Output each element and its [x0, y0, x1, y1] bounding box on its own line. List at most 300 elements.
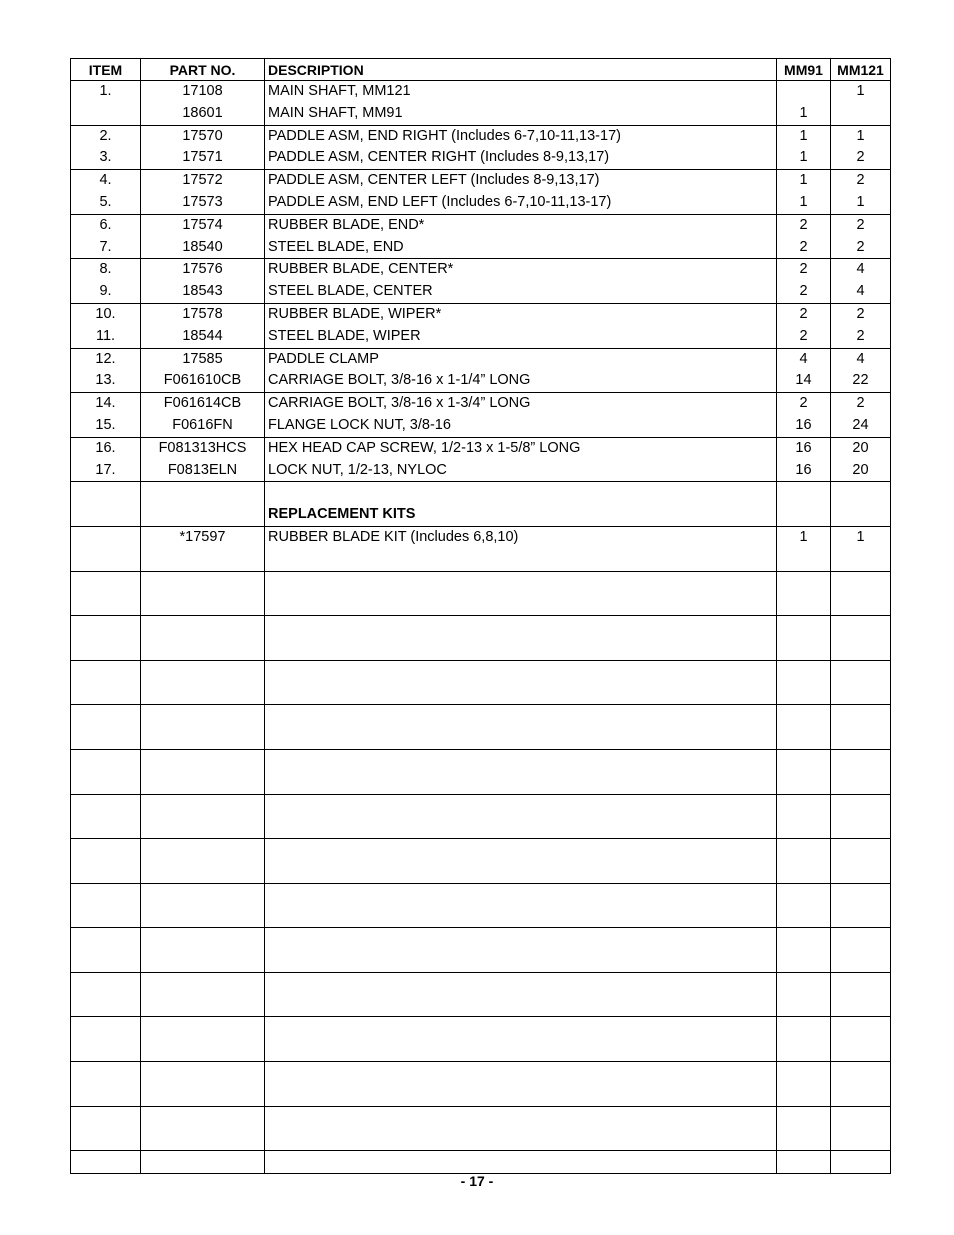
mm91-qty-cell: [777, 81, 831, 103]
mm91-qty-cell: 1: [777, 192, 831, 214]
blank-cell: [777, 839, 831, 861]
blank-cell: [141, 928, 265, 950]
description-cell: CARRIAGE BOLT, 3/8-16 x 1-3/4” LONG: [265, 393, 777, 415]
blank-cell: [777, 883, 831, 905]
description-cell: PADDLE ASM, CENTER LEFT (Includes 8-9,13,17): [265, 170, 777, 192]
blank-cell: [265, 995, 777, 1017]
blank-cell: [141, 950, 265, 972]
blank-cell: [141, 1017, 265, 1039]
mm91-qty-cell: 2: [777, 303, 831, 325]
part-no-cell: 17571: [141, 147, 265, 169]
blank-cell: [265, 905, 777, 927]
blank-row: [71, 772, 891, 794]
blank-cell: [831, 883, 891, 905]
blank-row: [71, 905, 891, 927]
mm121-qty-cell: 22: [831, 370, 891, 392]
description-cell: PADDLE CLAMP: [265, 348, 777, 370]
mm121-qty-cell: 2: [831, 326, 891, 348]
table-row: [71, 437, 891, 459]
mm121-qty-cell: 1: [831, 125, 891, 147]
part-no-cell: 17576: [141, 259, 265, 281]
mm91-qty-cell: 16: [777, 415, 831, 437]
blank-cell: [265, 928, 777, 950]
blank-cell: [777, 660, 831, 682]
mm121-qty-cell: 20: [831, 437, 891, 459]
item-cell: [71, 482, 141, 504]
mm91-qty-cell: 2: [777, 281, 831, 303]
description-cell: PADDLE ASM, CENTER RIGHT (Includes 8-9,13,17): [265, 147, 777, 169]
blank-cell: [265, 727, 777, 749]
blank-cell: [777, 995, 831, 1017]
blank-cell: [831, 1039, 891, 1061]
blank-row: [71, 705, 891, 727]
part-no-cell: 17572: [141, 170, 265, 192]
blank-cell: [777, 683, 831, 705]
blank-cell: [141, 794, 265, 816]
blank-row: [71, 1128, 891, 1150]
blank-row: [71, 1151, 891, 1174]
blank-cell: [71, 928, 141, 950]
blank-row: [71, 571, 891, 593]
blank-cell: [71, 1084, 141, 1106]
part-no-cell: [141, 504, 265, 526]
table-row: [71, 393, 891, 415]
blank-cell: [265, 772, 777, 794]
blank-row: [71, 839, 891, 861]
blank-cell: [265, 571, 777, 593]
description-cell: LOCK NUT, 1/2-13, NYLOC: [265, 460, 777, 482]
description-cell: STEEL BLADE, END: [265, 237, 777, 259]
mm91-qty-cell: 1: [777, 526, 831, 548]
header-mm91: MM91: [777, 59, 831, 81]
table-row: [71, 281, 891, 303]
blank-cell: [141, 1151, 265, 1174]
item-cell: 11.: [71, 326, 141, 348]
table-row: [71, 237, 891, 259]
blank-cell: [777, 928, 831, 950]
blank-cell: [71, 749, 141, 771]
mm91-qty-cell: 1: [777, 125, 831, 147]
blank-cell: [777, 727, 831, 749]
part-no-cell: 17570: [141, 125, 265, 147]
blank-row: [71, 593, 891, 615]
mm121-qty-cell: 2: [831, 170, 891, 192]
blank-cell: [265, 660, 777, 682]
part-no-cell: *17597: [141, 526, 265, 548]
blank-cell: [71, 905, 141, 927]
blank-cell: [71, 883, 141, 905]
blank-cell: [777, 749, 831, 771]
blank-cell: [71, 660, 141, 682]
blank-row: [71, 794, 891, 816]
blank-cell: [265, 705, 777, 727]
mm91-qty-cell: 1: [777, 103, 831, 125]
blank-row: [71, 972, 891, 994]
blank-cell: [71, 794, 141, 816]
blank-row: [71, 1062, 891, 1084]
blank-cell: [141, 638, 265, 660]
blank-cell: [71, 571, 141, 593]
mm121-qty-cell: [831, 103, 891, 125]
mm91-qty-cell: 2: [777, 214, 831, 236]
description-cell: PADDLE ASM, END LEFT (Includes 6-7,10-11,13-17): [265, 192, 777, 214]
blank-cell: [265, 1062, 777, 1084]
blank-row: [71, 950, 891, 972]
blank-cell: [831, 749, 891, 771]
blank-cell: [265, 638, 777, 660]
blank-cell: [777, 1039, 831, 1061]
blank-row: [71, 1017, 891, 1039]
item-cell: [71, 526, 141, 548]
part-no-cell: F0616FN: [141, 415, 265, 437]
blank-cell: [71, 772, 141, 794]
table-row: [71, 460, 891, 482]
part-no-cell: [141, 482, 265, 504]
blank-cell: [265, 749, 777, 771]
mm121-qty-cell: 2: [831, 393, 891, 415]
blank-cell: [71, 861, 141, 883]
header-part-no: PART NO.: [141, 59, 265, 81]
mm121-qty-cell: 1: [831, 81, 891, 103]
blank-cell: [141, 861, 265, 883]
table-row: [71, 259, 891, 281]
blank-row: [71, 749, 891, 771]
mm121-qty-cell: [831, 482, 891, 504]
blank-row: [71, 616, 891, 638]
blank-cell: [831, 772, 891, 794]
blank-cell: [777, 772, 831, 794]
blank-cell: [831, 660, 891, 682]
part-no-cell: 18540: [141, 237, 265, 259]
blank-cell: [777, 861, 831, 883]
mm121-qty-cell: 4: [831, 281, 891, 303]
description-cell: RUBBER BLADE, END*: [265, 214, 777, 236]
blank-cell: [71, 705, 141, 727]
description-cell: MAIN SHAFT, MM121: [265, 81, 777, 103]
blank-cell: [141, 571, 265, 593]
blank-cell: [71, 593, 141, 615]
blank-cell: [831, 1084, 891, 1106]
description-cell: STEEL BLADE, CENTER: [265, 281, 777, 303]
item-cell: 5.: [71, 192, 141, 214]
blank-row: [71, 660, 891, 682]
table-row: [71, 303, 891, 325]
blank-cell: [831, 705, 891, 727]
blank-cell: [141, 749, 265, 771]
mm121-qty-cell: 24: [831, 415, 891, 437]
part-no-cell: 17574: [141, 214, 265, 236]
blank-cell: [141, 972, 265, 994]
part-no-cell: F061610CB: [141, 370, 265, 392]
part-no-cell: 18543: [141, 281, 265, 303]
description-cell: STEEL BLADE, WIPER: [265, 326, 777, 348]
table-row: [71, 103, 891, 125]
table-row: [71, 526, 891, 548]
table-row: [71, 370, 891, 392]
mm91-qty-cell: 1: [777, 147, 831, 169]
blank-cell: [831, 683, 891, 705]
blank-cell: [777, 1151, 831, 1174]
blank-cell: [141, 1128, 265, 1150]
mm91-qty-cell: [777, 504, 831, 526]
mm91-qty-cell: 14: [777, 370, 831, 392]
table-row: [71, 326, 891, 348]
blank-cell: [71, 727, 141, 749]
blank-row: [71, 816, 891, 838]
mm121-qty-cell: [831, 504, 891, 526]
mm121-qty-cell: 2: [831, 237, 891, 259]
blank-cell: [141, 995, 265, 1017]
description-cell: FLANGE LOCK NUT, 3/8-16: [265, 415, 777, 437]
blank-cell: [831, 593, 891, 615]
item-cell: 15.: [71, 415, 141, 437]
blank-cell: [831, 995, 891, 1017]
table-row: [71, 170, 891, 192]
description-cell: REPLACEMENT KITS: [265, 504, 777, 526]
description-cell: RUBBER BLADE, CENTER*: [265, 259, 777, 281]
blank-row: [71, 638, 891, 660]
item-cell: 2.: [71, 125, 141, 147]
item-cell: 4.: [71, 170, 141, 192]
blank-cell: [831, 1128, 891, 1150]
header-mm121: MM121: [831, 59, 891, 81]
part-no-cell: 17578: [141, 303, 265, 325]
blank-cell: [71, 1128, 141, 1150]
table-row: [71, 214, 891, 236]
parts-table: [70, 58, 891, 1174]
blank-cell: [777, 593, 831, 615]
blank-cell: [831, 571, 891, 593]
table-row: [71, 415, 891, 437]
item-cell: 7.: [71, 237, 141, 259]
blank-cell: [831, 616, 891, 638]
blank-cell: [71, 816, 141, 838]
table-row: [71, 192, 891, 214]
blank-cell: [777, 638, 831, 660]
part-no-cell: 18544: [141, 326, 265, 348]
blank-cell: [831, 861, 891, 883]
blank-cell: [141, 705, 265, 727]
blank-cell: [831, 905, 891, 927]
description-cell: HEX HEAD CAP SCREW, 1/2-13 x 1-5/8” LONG: [265, 437, 777, 459]
mm121-qty-cell: 2: [831, 214, 891, 236]
blank-cell: [141, 883, 265, 905]
item-cell: [71, 549, 141, 571]
blank-cell: [71, 995, 141, 1017]
mm91-qty-cell: 2: [777, 237, 831, 259]
blank-row: [71, 861, 891, 883]
table-row: [71, 81, 891, 103]
item-cell: 9.: [71, 281, 141, 303]
blank-cell: [265, 616, 777, 638]
item-cell: 6.: [71, 214, 141, 236]
part-no-cell: 17108: [141, 81, 265, 103]
blank-cell: [141, 1084, 265, 1106]
item-cell: 12.: [71, 348, 141, 370]
page-number: - 17 -: [460, 1173, 494, 1189]
blank-row: [71, 1084, 891, 1106]
parts-body: [71, 81, 891, 1174]
mm91-qty-cell: 16: [777, 437, 831, 459]
blank-cell: [71, 839, 141, 861]
mm91-qty-cell: 2: [777, 326, 831, 348]
mm121-qty-cell: 2: [831, 147, 891, 169]
blank-cell: [777, 972, 831, 994]
table-row: [71, 348, 891, 370]
blank-cell: [777, 905, 831, 927]
blank-cell: [141, 772, 265, 794]
blank-cell: [831, 816, 891, 838]
description-cell: [265, 549, 777, 571]
mm121-qty-cell: 1: [831, 192, 891, 214]
blank-cell: [831, 950, 891, 972]
mm121-qty-cell: 1: [831, 526, 891, 548]
description-cell: MAIN SHAFT, MM91: [265, 103, 777, 125]
blank-cell: [141, 660, 265, 682]
blank-cell: [71, 616, 141, 638]
blank-cell: [777, 1084, 831, 1106]
mm91-qty-cell: [777, 549, 831, 571]
header-row: [71, 59, 891, 81]
mm91-qty-cell: 2: [777, 393, 831, 415]
part-no-cell: F061614CB: [141, 393, 265, 415]
blank-cell: [831, 928, 891, 950]
blank-cell: [71, 1062, 141, 1084]
blank-cell: [831, 839, 891, 861]
blank-cell: [777, 1128, 831, 1150]
item-cell: 10.: [71, 303, 141, 325]
blank-cell: [777, 616, 831, 638]
blank-cell: [265, 1017, 777, 1039]
table-row: [71, 482, 891, 504]
blank-cell: [71, 1106, 141, 1128]
blank-row: [71, 883, 891, 905]
header-item: ITEM: [71, 59, 141, 81]
blank-cell: [265, 816, 777, 838]
blank-cell: [71, 1039, 141, 1061]
blank-cell: [141, 683, 265, 705]
description-cell: [265, 482, 777, 504]
blank-cell: [71, 1017, 141, 1039]
part-no-cell: 17573: [141, 192, 265, 214]
header-description: DESCRIPTION: [265, 59, 777, 81]
blank-cell: [141, 1039, 265, 1061]
blank-cell: [831, 1151, 891, 1174]
blank-cell: [265, 1106, 777, 1128]
item-cell: 1.: [71, 81, 141, 103]
table-row: [71, 549, 891, 571]
blank-cell: [141, 905, 265, 927]
blank-cell: [777, 794, 831, 816]
blank-cell: [71, 972, 141, 994]
mm121-qty-cell: 2: [831, 303, 891, 325]
mm91-qty-cell: [777, 482, 831, 504]
blank-cell: [265, 861, 777, 883]
mm91-qty-cell: 4: [777, 348, 831, 370]
blank-cell: [265, 794, 777, 816]
mm91-qty-cell: 2: [777, 259, 831, 281]
blank-cell: [141, 839, 265, 861]
blank-cell: [71, 683, 141, 705]
blank-cell: [141, 593, 265, 615]
blank-cell: [265, 1128, 777, 1150]
description-cell: PADDLE ASM, END RIGHT (Includes 6-7,10-11,13-17): [265, 125, 777, 147]
blank-cell: [141, 1106, 265, 1128]
blank-cell: [777, 1017, 831, 1039]
blank-cell: [141, 816, 265, 838]
blank-cell: [777, 950, 831, 972]
blank-cell: [831, 972, 891, 994]
blank-cell: [831, 1017, 891, 1039]
blank-cell: [265, 1084, 777, 1106]
blank-row: [71, 727, 891, 749]
description-cell: RUBBER BLADE KIT (Includes 6,8,10): [265, 526, 777, 548]
blank-cell: [141, 616, 265, 638]
description-cell: RUBBER BLADE, WIPER*: [265, 303, 777, 325]
mm121-qty-cell: [831, 549, 891, 571]
item-cell: [71, 103, 141, 125]
blank-cell: [265, 883, 777, 905]
blank-cell: [831, 727, 891, 749]
blank-cell: [265, 972, 777, 994]
table-row: [71, 147, 891, 169]
mm121-qty-cell: 20: [831, 460, 891, 482]
blank-row: [71, 928, 891, 950]
blank-cell: [777, 571, 831, 593]
part-no-cell: F081313HCS: [141, 437, 265, 459]
item-cell: 13.: [71, 370, 141, 392]
blank-cell: [71, 1151, 141, 1174]
blank-cell: [265, 839, 777, 861]
blank-cell: [71, 638, 141, 660]
blank-row: [71, 683, 891, 705]
part-no-cell: 17585: [141, 348, 265, 370]
blank-cell: [141, 727, 265, 749]
blank-cell: [831, 638, 891, 660]
mm91-qty-cell: 1: [777, 170, 831, 192]
mm121-qty-cell: 4: [831, 259, 891, 281]
blank-cell: [777, 705, 831, 727]
blank-cell: [831, 1062, 891, 1084]
item-cell: [71, 504, 141, 526]
item-cell: 16.: [71, 437, 141, 459]
mm91-qty-cell: 16: [777, 460, 831, 482]
blank-cell: [265, 683, 777, 705]
blank-row: [71, 1106, 891, 1128]
blank-cell: [265, 593, 777, 615]
blank-cell: [265, 1039, 777, 1061]
blank-cell: [141, 1062, 265, 1084]
item-cell: 3.: [71, 147, 141, 169]
part-no-cell: 18601: [141, 103, 265, 125]
blank-row: [71, 995, 891, 1017]
blank-cell: [777, 1062, 831, 1084]
blank-cell: [831, 1106, 891, 1128]
blank-cell: [777, 1106, 831, 1128]
table-row: [71, 504, 891, 526]
mm121-qty-cell: 4: [831, 348, 891, 370]
item-cell: 8.: [71, 259, 141, 281]
description-cell: CARRIAGE BOLT, 3/8-16 x 1-1/4” LONG: [265, 370, 777, 392]
blank-cell: [777, 816, 831, 838]
part-no-cell: [141, 549, 265, 571]
blank-cell: [265, 1151, 777, 1174]
blank-cell: [831, 794, 891, 816]
blank-cell: [265, 950, 777, 972]
part-no-cell: F0813ELN: [141, 460, 265, 482]
table-row: [71, 125, 891, 147]
item-cell: 17.: [71, 460, 141, 482]
